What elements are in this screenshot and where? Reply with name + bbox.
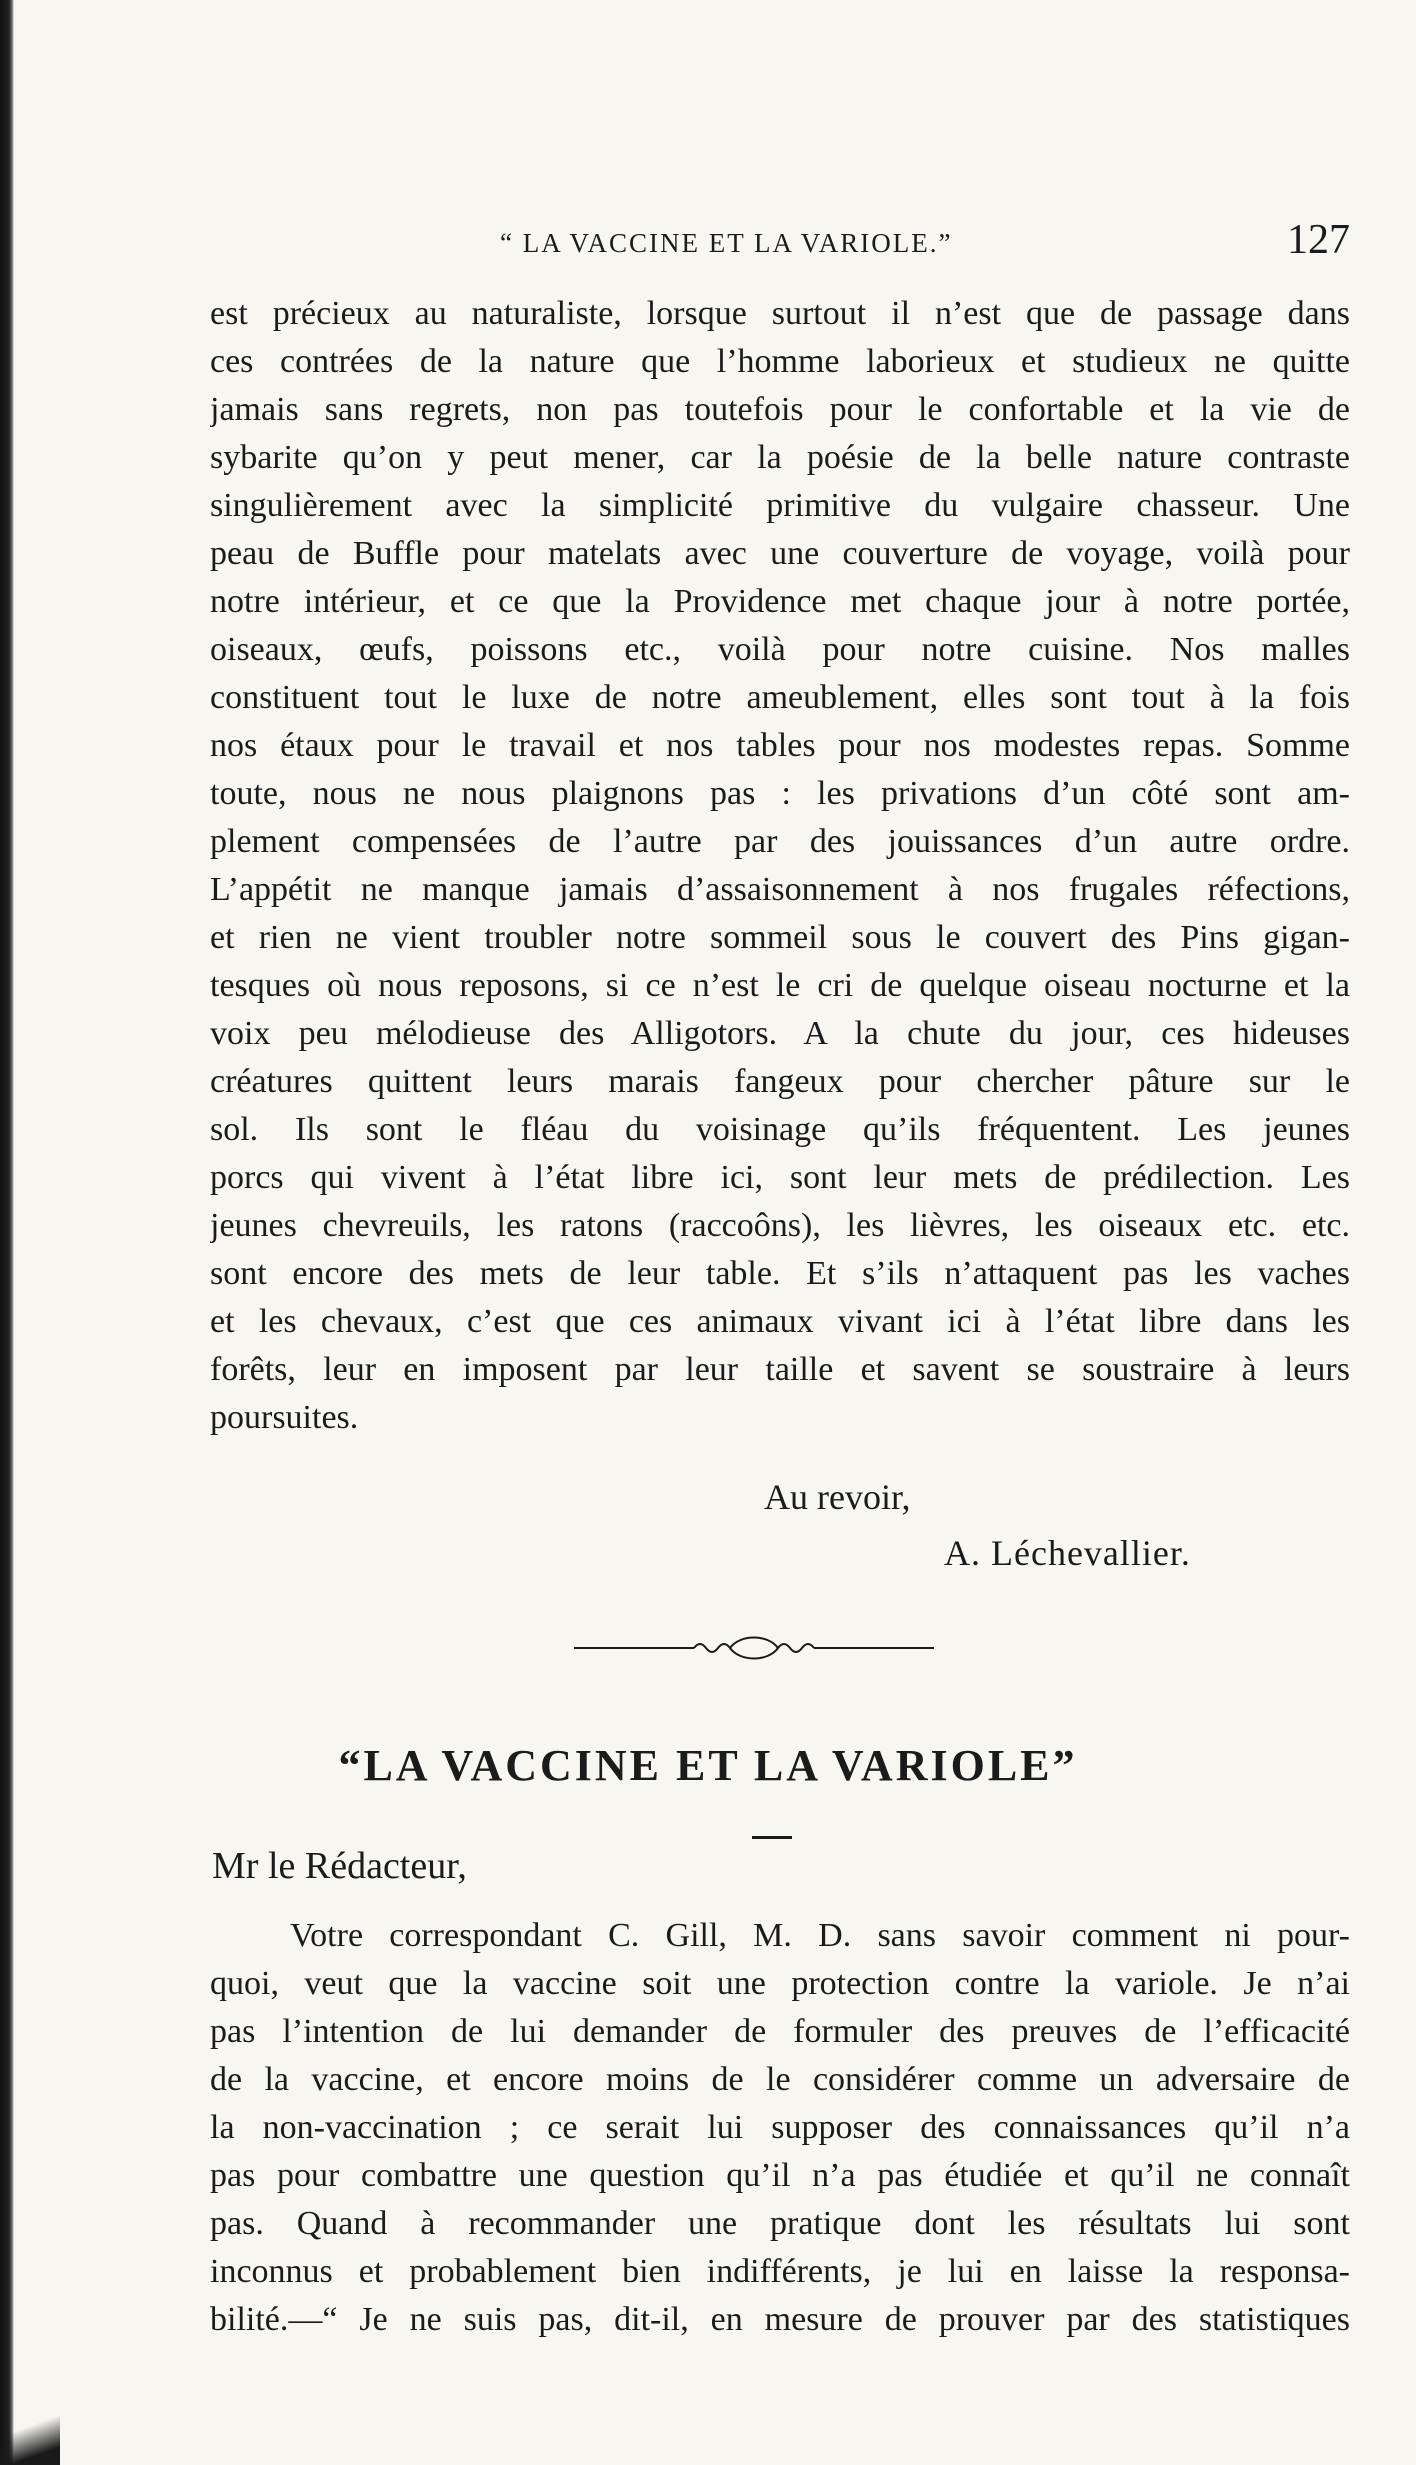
letter-paragraph [210, 290, 1350, 1442]
text-line: pas. Quand à recommander une pratique dont les résultats lui sont [210, 2205, 1350, 2242]
text-line: de la vaccine, et encore moins de le considérer comme un adversaire de [210, 2061, 1350, 2098]
text-line: sol. Ils sont le fléau du voisinage qu’ils fréquentent. Les jeunes [210, 1111, 1350, 1148]
article-title: “LA VACCINE ET LA VARIOLE” [338, 1741, 1078, 1790]
text-line: bilité.—“ Je ne suis pas, dit-il, en mesure de prouver par des statistiques [210, 2301, 1350, 2338]
text-line: ces contrées de la nature que l’homme laborieux et studieux ne quitte [210, 343, 1350, 380]
text-line: inconnus et probablement bien indifférents, je lui en laisse la responsa- [210, 2253, 1350, 2290]
text-line: la non-vaccination ; ce serait lui supposer des connaissances qu’il n’a [210, 2109, 1350, 2146]
text-line: est précieux au naturaliste, lorsque surtout il n’est que de passage dans [210, 295, 1350, 332]
text-line: plement compensées de l’autre par des jouissances d’un autre ordre. [210, 823, 1350, 860]
text-line: oiseaux, œufs, poissons etc., voilà pour notre cuisine. Nos malles [210, 631, 1350, 668]
text-line: constituent tout le luxe de notre ameublement, elles sont tout à la fois [210, 679, 1350, 716]
text-line: Votre correspondant C. Gill, M. D. sans savoir comment ni pour- [290, 1917, 1350, 1954]
book-spine-shadow [0, 0, 14, 2465]
letter-salutation: Mr le Rédacteur, [212, 1845, 467, 1887]
text-line: voix peu mélodieuse des Alligotors. A la chute du jour, ces hideuses [210, 1015, 1350, 1052]
decorative-rule-ornament [574, 1632, 934, 1662]
closing-farewell: Au revoir, [764, 1477, 911, 1517]
text-line: toute, nous ne nous plaignons pas : les privations d’un côté sont am- [210, 775, 1350, 812]
text-line: singulièrement avec la simplicité primitive du vulgaire chasseur. Une [210, 487, 1350, 524]
text-line: sybarite qu’on y peut mener, car la poésie de la belle nature contraste [210, 439, 1350, 476]
running-head-title: “ LA VACCINE ET LA VARIOLE.” [500, 228, 953, 258]
text-line: tesques où nous reposons, si ce n’est le cri de quelque oiseau nocturne et la [210, 967, 1350, 1004]
text-line: quoi, veut que la vaccine soit une protection contre la variole. Je n’ai [210, 1965, 1350, 2002]
page-corner-shadow [0, 2415, 60, 2465]
text-line: pas l’intention de lui demander de formuler des preuves de l’efficacité [210, 2013, 1350, 2050]
text-line: notre intérieur, et ce que la Providence met chaque jour à notre portée, [210, 583, 1350, 620]
text-line: L’appétit ne manque jamais d’assaisonnement à nos frugales réfections, [210, 871, 1350, 908]
text-line: et rien ne vient troubler notre sommeil sous le couvert des Pins gigan- [210, 919, 1350, 956]
signature: A. Léchevallier. [944, 1533, 1191, 1573]
article-paragraph [210, 1912, 1350, 2344]
text-line: créatures quittent leurs marais fangeux pour chercher pâture sur le [210, 1063, 1350, 1100]
text-line: sont encore des mets de leur table. Et s’ils n’attaquent pas les vaches [210, 1255, 1350, 1292]
title-underline-rule [752, 1836, 792, 1839]
text-line: jamais sans regrets, non pas toutefois pour le confortable et la vie de [210, 391, 1350, 428]
text-line: pas pour combattre une question qu’il n’a pas étudiée et qu’il ne connaît [210, 2157, 1350, 2194]
text-line: poursuites. [210, 1399, 359, 1436]
text-line: jeunes chevreuils, les ratons (raccoôns), les lièvres, les oiseaux etc. etc. [210, 1207, 1350, 1244]
text-line: porcs qui vivent à l’état libre ici, sont leur mets de prédilection. Les [210, 1159, 1350, 1196]
text-line: nos étaux pour le travail et nos tables pour nos modestes repas. Somme [210, 727, 1350, 764]
text-line: et les chevaux, c’est que ces animaux vivant ici à l’état libre dans les [210, 1303, 1350, 1340]
text-line: forêts, leur en imposent par leur taille et savent se soustraire à leurs [210, 1351, 1350, 1388]
page-number: 127 [1287, 217, 1350, 263]
text-line: peau de Buffle pour matelats avec une couverture de voyage, voilà pour [210, 535, 1350, 572]
